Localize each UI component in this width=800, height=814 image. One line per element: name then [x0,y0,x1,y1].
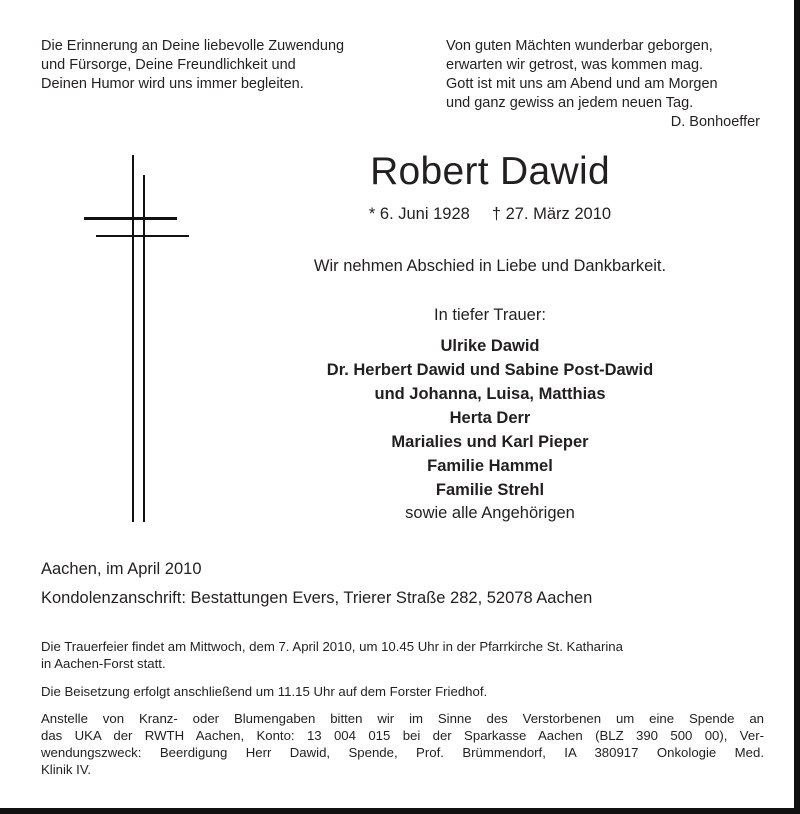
donation-line: wendungszweck: Beerdigung Herr Dawid, Spende, Prof. Brümmendorf, IA 380917 Onkologie Med. [41,745,764,760]
right-quote-line: erwarten wir getrost, was kommen mag. [446,57,704,73]
right-quote-line: Gott ist mit uns am Abend und am Morgen [446,76,718,92]
funeral-service-text [41,638,764,672]
donation-line: Klinik IV. [41,762,92,777]
farewell-text: Wir nehmen Abschied in Liebe und Dankbarkeit. [313,257,667,275]
quote-author: D. Bonhoeffer [670,114,760,130]
donation-line: das UKA der RWTH Aachen, Konto: 13 004 015 bei der Sparkasse Aachen (BLZ 390 500 00), Ver- [41,728,764,743]
left-quote [41,37,401,94]
burial-line: Die Beisetzung erfolgt anschließend um 11.15 Uhr auf dem Forster Friedhof. [41,684,488,699]
funeral-service-line: in Aachen-Forst statt. [41,656,166,671]
birth-date: * 6. Juni 1928 [368,205,470,223]
life-dates [240,203,740,225]
left-quote-line: Deinen Humor wird uns immer begleiten. [41,76,304,92]
mourner: Dr. Herbert Dawid und Sabine Post-Dawid [326,361,654,379]
burial-text [41,683,764,700]
place-date: Aachen, im April 2010 [41,560,202,578]
left-quote-line: und Fürsorge, Deine Freundlichkeit und [41,57,296,73]
mourner: Ulrike Dawid [440,337,540,355]
deceased-name: Robert Dawid [370,150,610,193]
mourner: Herta Derr [449,409,531,427]
mourner: Marialies und Karl Pieper [391,433,589,451]
mourner: Familie Strehl [435,481,545,499]
mourners-list [240,334,740,502]
condolence-address: Kondolenzanschrift: Bestattungen Evers, Trierer Straße 282, 52078 Aachen [41,589,593,607]
right-quote-line: und ganz gewiss an jedem neuen Tag. [446,95,694,111]
death-date: † 27. März 2010 [491,205,612,223]
cross-icon [84,155,194,523]
mourner: Familie Hammel [427,457,553,475]
left-quote-line: Die Erinnerung an Deine liebevolle Zuwendung [41,38,345,54]
donation-text [41,710,764,778]
mourner: und Johanna, Luisa, Matthias [374,385,606,403]
funeral-service-line: Die Trauerfeier findet am Mittwoch, dem 7. April 2010, um 10.45 Uhr in der Pfarrkirche St. Katharina [41,639,623,654]
right-quote-line: Von guten Mächten wunderbar geborgen, [446,38,713,54]
donation-line: Anstelle von Kranz- oder Blumengaben bitten wir im Sinne des Verstorbenen um eine Spende an [41,711,764,726]
mourning-label: In tiefer Trauer: [434,306,546,324]
relatives-line: sowie alle Angehörigen [405,504,575,522]
bonhoeffer-quote [446,37,766,132]
